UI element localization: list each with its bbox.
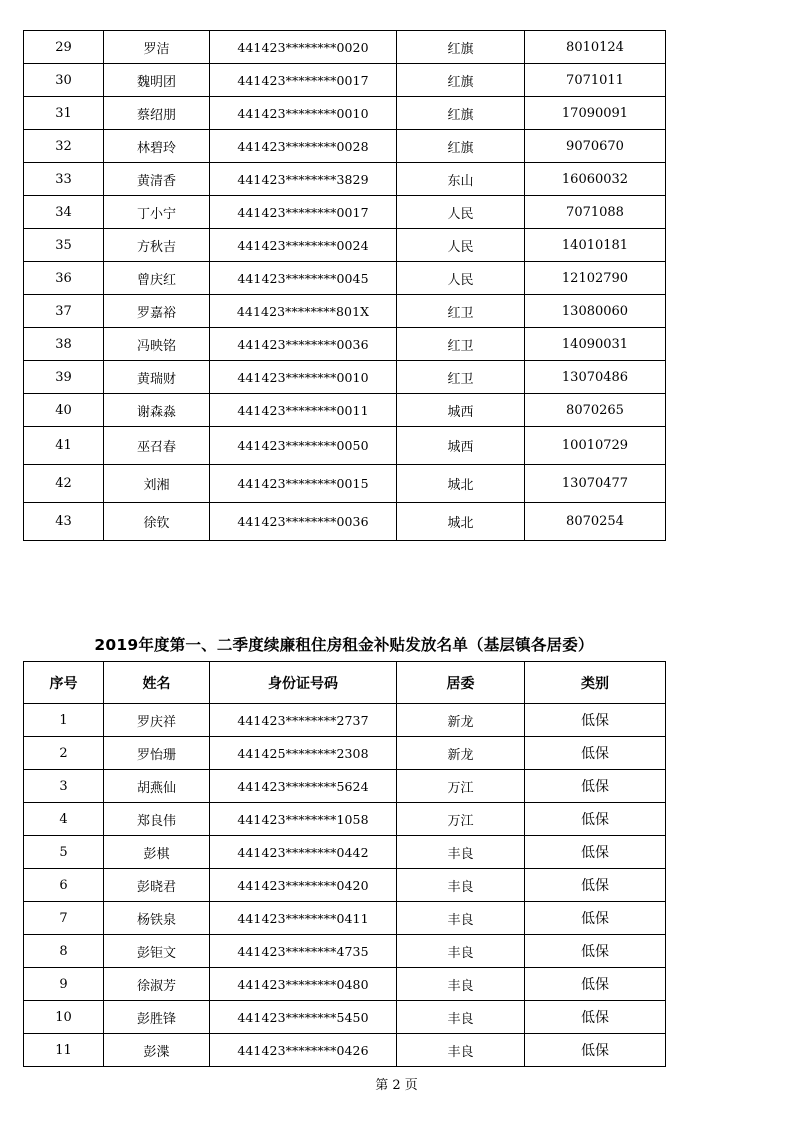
person-name: 巫召春: [104, 427, 210, 465]
row-number: 5: [24, 836, 104, 869]
committee: 人民: [397, 262, 525, 295]
person-name: 方秋吉: [104, 229, 210, 262]
record-number: 13070477: [525, 465, 666, 503]
person-name: 彭钜文: [104, 935, 210, 968]
committee: 新龙: [397, 704, 525, 737]
person-name: 彭棋: [104, 836, 210, 869]
person-name: 徐淑芳: [104, 968, 210, 1001]
id-number: 441423********0036: [210, 503, 397, 541]
row-number: 41: [24, 427, 104, 465]
id-number: 441423********0011: [210, 394, 397, 427]
id-number: 441423********0050: [210, 427, 397, 465]
record-number: 12102790: [525, 262, 666, 295]
committee: 丰良: [397, 935, 525, 968]
row-number: 38: [24, 328, 104, 361]
section-title: 2019年度第一、二季度续廉租住房租金补贴发放名单（基层镇各居委）: [94, 636, 594, 654]
id-number: 441425********2308: [210, 737, 397, 770]
table-row: [24, 130, 666, 163]
table-row: [24, 361, 666, 394]
table-row: [24, 328, 666, 361]
record-number: 9070670: [525, 130, 666, 163]
committee: 万江: [397, 803, 525, 836]
id-number: 441423********801X: [210, 295, 397, 328]
committee: 丰良: [397, 1001, 525, 1034]
header-row: [24, 662, 666, 704]
row-number: 39: [24, 361, 104, 394]
row-number: 4: [24, 803, 104, 836]
id-number: 441423********0015: [210, 465, 397, 503]
table-row: [24, 163, 666, 196]
table-row: [24, 803, 666, 836]
person-name: 魏明团: [104, 64, 210, 97]
record-number: 10010729: [525, 427, 666, 465]
record-number: 8010124: [525, 31, 666, 64]
id-number: 441423********2737: [210, 704, 397, 737]
table-row: [24, 394, 666, 427]
category: 低保: [525, 737, 666, 770]
row-number: 11: [24, 1034, 104, 1067]
person-name: 黄瑞财: [104, 361, 210, 394]
table-row: [24, 427, 666, 465]
id-number: 441423********0020: [210, 31, 397, 64]
id-number: 441423********4735: [210, 935, 397, 968]
record-number: 13080060: [525, 295, 666, 328]
person-name: 罗洁: [104, 31, 210, 64]
committee: 东山: [397, 163, 525, 196]
committee: 城北: [397, 503, 525, 541]
table-row: [24, 465, 666, 503]
record-number: 16060032: [525, 163, 666, 196]
person-name: 蔡绍朋: [104, 97, 210, 130]
record-number: 7071088: [525, 196, 666, 229]
person-name: 曾庆红: [104, 262, 210, 295]
id-number: 441423********0045: [210, 262, 397, 295]
table-row: [24, 97, 666, 130]
category: 低保: [525, 704, 666, 737]
person-name: 徐钦: [104, 503, 210, 541]
table-row: [24, 902, 666, 935]
committee: 城西: [397, 394, 525, 427]
record-number: 8070254: [525, 503, 666, 541]
person-name: 谢森淼: [104, 394, 210, 427]
column-header-committee: 居委: [397, 662, 525, 704]
person-name: 罗怡珊: [104, 737, 210, 770]
committee: 丰良: [397, 902, 525, 935]
row-number: 31: [24, 97, 104, 130]
category: 低保: [525, 803, 666, 836]
committee: 新龙: [397, 737, 525, 770]
id-number: 441423********0426: [210, 1034, 397, 1067]
column-header-number: 序号: [24, 662, 104, 704]
category: 低保: [525, 935, 666, 968]
id-number: 441423********0036: [210, 328, 397, 361]
committee: 红卫: [397, 295, 525, 328]
row-number: 34: [24, 196, 104, 229]
person-name: 冯映铭: [104, 328, 210, 361]
committee: 红旗: [397, 130, 525, 163]
person-name: 彭渫: [104, 1034, 210, 1067]
id-number: 441423********5450: [210, 1001, 397, 1034]
category: 低保: [525, 836, 666, 869]
committee: 丰良: [397, 869, 525, 902]
table-row: [24, 869, 666, 902]
committee: 红旗: [397, 97, 525, 130]
person-name: 郑良伟: [104, 803, 210, 836]
person-name: 胡燕仙: [104, 770, 210, 803]
committee: 丰良: [397, 968, 525, 1001]
id-number: 441423********0024: [210, 229, 397, 262]
column-header-category: 类别: [525, 662, 666, 704]
row-number: 36: [24, 262, 104, 295]
person-name: 黄清香: [104, 163, 210, 196]
committee: 城北: [397, 465, 525, 503]
record-number: 8070265: [525, 394, 666, 427]
row-number: 43: [24, 503, 104, 541]
committee: 人民: [397, 229, 525, 262]
id-number: 441423********0420: [210, 869, 397, 902]
table-row: [24, 31, 666, 64]
table-row: [24, 770, 666, 803]
person-name: 杨铁泉: [104, 902, 210, 935]
table-row: [24, 704, 666, 737]
id-number: 441423********5624: [210, 770, 397, 803]
committee: 丰良: [397, 836, 525, 869]
row-number: 32: [24, 130, 104, 163]
category: 低保: [525, 902, 666, 935]
row-number: 29: [24, 31, 104, 64]
row-number: 7: [24, 902, 104, 935]
id-number: 441423********0017: [210, 64, 397, 97]
record-number: 14010181: [525, 229, 666, 262]
row-number: 40: [24, 394, 104, 427]
row-number: 30: [24, 64, 104, 97]
id-number: 441423********1058: [210, 803, 397, 836]
subsidy-table-header: [24, 662, 666, 704]
committee: 红卫: [397, 361, 525, 394]
table-row: [24, 1001, 666, 1034]
person-name: 刘湘: [104, 465, 210, 503]
row-number: 6: [24, 869, 104, 902]
committee: 红旗: [397, 64, 525, 97]
id-number: 441423********0010: [210, 97, 397, 130]
committee: 人民: [397, 196, 525, 229]
table-row: [24, 295, 666, 328]
continuation-table-body: [24, 31, 666, 541]
record-number: 17090091: [525, 97, 666, 130]
table-row: [24, 968, 666, 1001]
column-header-id: 身份证号码: [210, 662, 397, 704]
id-number: 441423********0010: [210, 361, 397, 394]
id-number: 441423********0017: [210, 196, 397, 229]
table-row: [24, 262, 666, 295]
id-number: 441423********0411: [210, 902, 397, 935]
row-number: 35: [24, 229, 104, 262]
table-row: [24, 196, 666, 229]
subsidy-table-body: [24, 704, 666, 1067]
person-name: 彭晓君: [104, 869, 210, 902]
committee: 红旗: [397, 31, 525, 64]
id-number: 441423********3829: [210, 163, 397, 196]
page-number: 第 2 页: [375, 1078, 418, 1093]
row-number: 33: [24, 163, 104, 196]
id-number: 441423********0480: [210, 968, 397, 1001]
table-row: [24, 503, 666, 541]
category: 低保: [525, 770, 666, 803]
record-number: 7071011: [525, 64, 666, 97]
person-name: 罗庆祥: [104, 704, 210, 737]
table-row: [24, 229, 666, 262]
committee: 万江: [397, 770, 525, 803]
record-number: 14090031: [525, 328, 666, 361]
row-number: 2: [24, 737, 104, 770]
table-row: [24, 737, 666, 770]
person-name: 罗嘉裕: [104, 295, 210, 328]
row-number: 9: [24, 968, 104, 1001]
column-header-name: 姓名: [104, 662, 210, 704]
committee: 丰良: [397, 1034, 525, 1067]
row-number: 3: [24, 770, 104, 803]
continuation-table: [23, 30, 666, 541]
id-number: 441423********0028: [210, 130, 397, 163]
row-number: 42: [24, 465, 104, 503]
row-number: 1: [24, 704, 104, 737]
person-name: 彭胜锋: [104, 1001, 210, 1034]
table-row: [24, 1034, 666, 1067]
category: 低保: [525, 869, 666, 902]
category: 低保: [525, 968, 666, 1001]
subsidy-table: [23, 661, 666, 1067]
category: 低保: [525, 1001, 666, 1034]
table-row: [24, 935, 666, 968]
committee: 红卫: [397, 328, 525, 361]
committee: 城西: [397, 427, 525, 465]
table-row: [24, 64, 666, 97]
person-name: 丁小宁: [104, 196, 210, 229]
row-number: 37: [24, 295, 104, 328]
table-row: [24, 836, 666, 869]
row-number: 10: [24, 1001, 104, 1034]
id-number: 441423********0442: [210, 836, 397, 869]
row-number: 8: [24, 935, 104, 968]
person-name: 林碧玲: [104, 130, 210, 163]
category: 低保: [525, 1034, 666, 1067]
record-number: 13070486: [525, 361, 666, 394]
